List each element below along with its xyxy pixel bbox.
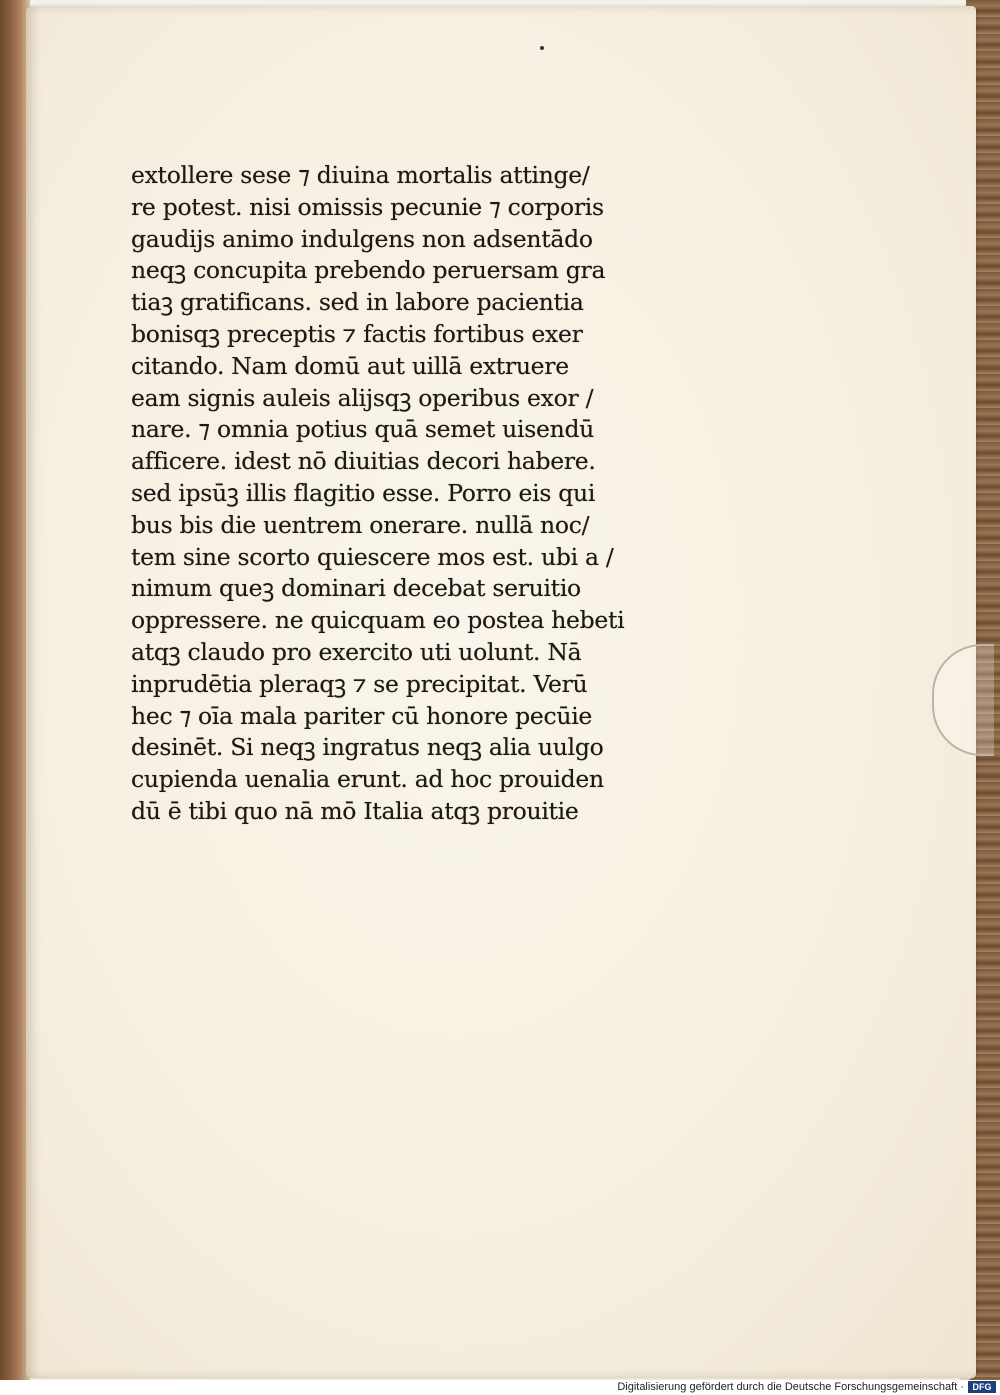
text-line: re potest. nisi omissis pecunie ⁊ corporis bbox=[131, 192, 604, 221]
text-line: cupienda uenalia erunt. ad hoc prouiden bbox=[131, 765, 604, 794]
text-line: extollere sese ⁊ diuina mortalis attinge/ bbox=[131, 161, 590, 189]
text-line: neqꝫ concupita prebendo peruersam gra bbox=[131, 256, 606, 285]
dfg-logo: DFG bbox=[968, 1381, 996, 1393]
text-line: dū ē tibi quo nā mō Italia atqꝫ prouitie bbox=[131, 796, 579, 825]
text-block bbox=[131, 160, 671, 828]
text-line: nimum queꝫ dominari decebat seruitio bbox=[131, 574, 581, 603]
text-line: tem sine scorto quiescere mos est. ubi a / bbox=[131, 542, 614, 571]
text-line: afficere. idest nō diuitias decori habere. bbox=[131, 447, 596, 476]
text-line: bonisqꝫ preceptis ⁊ factis fortibus exer bbox=[131, 319, 583, 348]
text-line: gaudijs animo indulgens non adsentādo bbox=[131, 224, 593, 253]
text-line: eam signis auleis alijsqꝫ operibus exor / bbox=[131, 383, 594, 412]
text-line: nare. ⁊ omnia potius quā semet uisendū bbox=[131, 415, 595, 444]
text-line: atqꝫ claudo pro exercito uti uolunt. Nā bbox=[131, 637, 582, 666]
ink-dot bbox=[540, 46, 544, 50]
text-line: bus bis die uentrem onerare. nullā noc/ bbox=[131, 510, 590, 539]
text-line: desinēt. Si neqꝫ ingratus neqꝫ alia uulgo bbox=[131, 733, 604, 762]
text-line: tiaꝫ gratificans. sed in labore pacientia bbox=[131, 288, 584, 317]
text-line: citando. Nam domū aut uillā extruere bbox=[131, 351, 569, 380]
text-line: inprudētia pleraqꝫ ⁊ se precipitat. Verū bbox=[131, 669, 588, 698]
text-line: hec ⁊ oīa mala pariter cū honore pecūie bbox=[131, 701, 593, 730]
digitization-credit: Digitalisierung gefördert durch die Deutsche Forschungsgemeinschaft · bbox=[617, 1381, 964, 1393]
text-line: sed ipsūꝫ illis flagitio esse. Porro eis qui bbox=[131, 478, 596, 507]
text-line: oppressere. ne quicquam eo postea hebeti bbox=[131, 606, 625, 635]
